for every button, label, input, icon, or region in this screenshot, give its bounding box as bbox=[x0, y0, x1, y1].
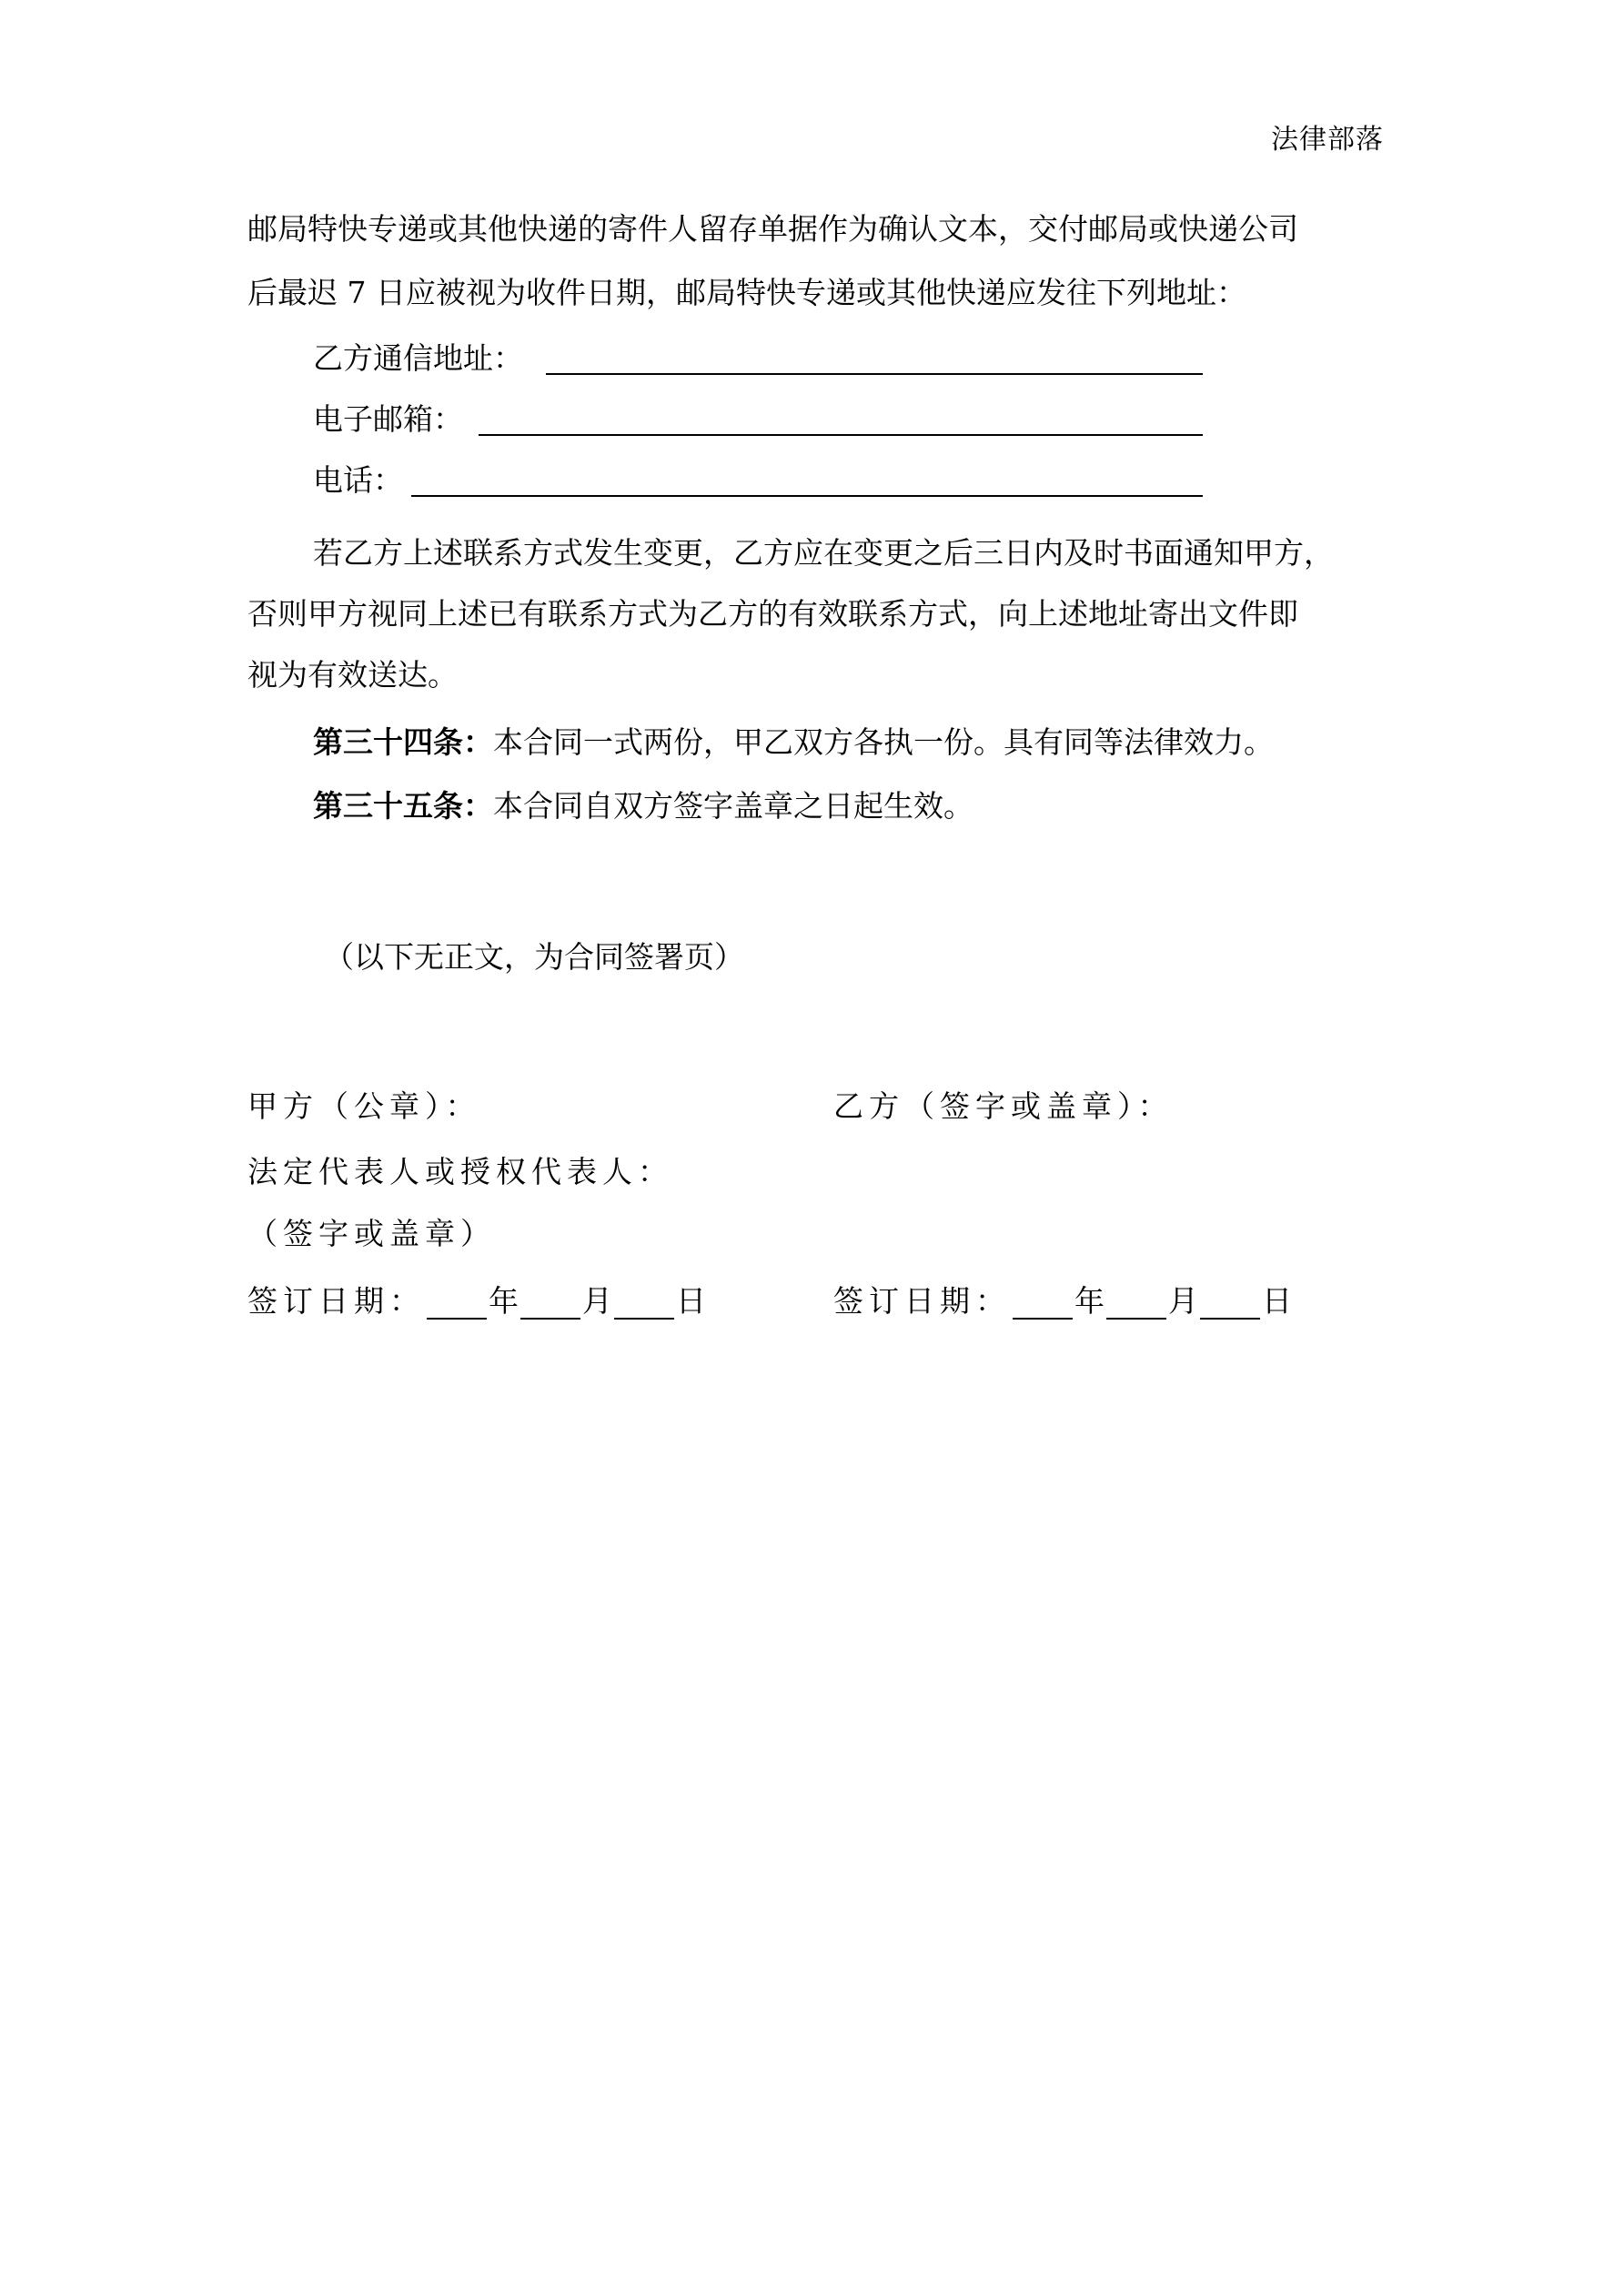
party-b-sign-label: 乙方（签字或盖章）： bbox=[833, 1088, 1174, 1124]
article-34-title: 第三十四条： bbox=[313, 724, 493, 760]
contact-phone-label: 电话： bbox=[313, 462, 403, 498]
month-label: 月 bbox=[582, 1283, 612, 1319]
no-body-note: （以下无正文，为合同签署页） bbox=[324, 939, 744, 975]
article-34-text: 本合同一式两份，甲乙双方各执一份。具有同等法律效力。 bbox=[493, 724, 1274, 760]
year-label: 年 bbox=[489, 1283, 519, 1319]
article-35 bbox=[313, 788, 973, 824]
party-a-sign-date bbox=[247, 1283, 706, 1320]
sign-or-seal-label: （签字或盖章） bbox=[247, 1216, 496, 1251]
header-brand: 法律部落 bbox=[1271, 124, 1384, 156]
contact-email-blank bbox=[479, 434, 1203, 436]
day-blank bbox=[1200, 1290, 1260, 1320]
paragraph-change-line-1: 若乙方上述联系方式发生变更，乙方应在变更之后三日内及时书面通知甲方， bbox=[313, 535, 1334, 571]
paragraph-delivery-line-2: 后最迟 7 日应被视为收件日期，邮局特快专递或其他快递应发往下列地址： bbox=[247, 275, 1246, 310]
day-label: 日 bbox=[1262, 1283, 1292, 1319]
year-blank bbox=[427, 1290, 487, 1320]
month-blank bbox=[1106, 1290, 1166, 1320]
month-label: 月 bbox=[1168, 1283, 1198, 1319]
article-35-text: 本合同自双方签字盖章之日起生效。 bbox=[493, 788, 973, 824]
article-34 bbox=[313, 724, 1274, 761]
date-label: 签订日期： bbox=[247, 1283, 425, 1319]
day-label: 日 bbox=[676, 1283, 706, 1319]
paragraph-change-line-2: 否则甲方视同上述已有联系方式为乙方的有效联系方式，向上述地址寄出文件即 bbox=[247, 596, 1298, 632]
contact-address-label: 乙方通信地址： bbox=[313, 340, 523, 376]
article-35-title: 第三十五条： bbox=[313, 788, 493, 824]
year-label: 年 bbox=[1074, 1283, 1105, 1319]
contact-email-label: 电子邮箱： bbox=[313, 401, 463, 437]
paragraph-delivery-line-1: 邮局特快专递或其他快递的寄件人留存单据作为确认文本，交付邮局或快递公司 bbox=[247, 211, 1298, 247]
paragraph-change-line-3: 视为有效送达。 bbox=[247, 657, 458, 693]
year-blank bbox=[1013, 1290, 1073, 1320]
day-blank bbox=[614, 1290, 674, 1320]
party-b-sign-date bbox=[833, 1283, 1292, 1320]
representative-label: 法定代表人或授权代表人： bbox=[247, 1154, 673, 1189]
month-blank bbox=[520, 1290, 580, 1320]
contact-address-blank bbox=[546, 373, 1203, 375]
contact-phone-blank bbox=[411, 495, 1203, 497]
party-a-seal-label: 甲方（公章）： bbox=[247, 1088, 481, 1124]
date-label: 签订日期： bbox=[833, 1283, 1011, 1319]
